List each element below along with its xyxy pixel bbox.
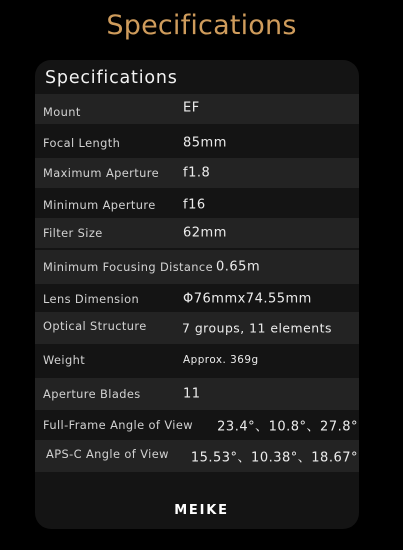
spec-value: Φ76mmx74.55mm bbox=[183, 291, 312, 307]
spec-row-optical-structure bbox=[35, 312, 359, 344]
spec-value: EF bbox=[183, 100, 200, 116]
spec-row-filter-size bbox=[35, 218, 359, 248]
spec-value: 11 bbox=[183, 386, 201, 402]
spec-value: f1.8 bbox=[183, 165, 211, 181]
spec-value: f16 bbox=[183, 197, 206, 213]
spec-label: Full-Frame Angle of View bbox=[43, 418, 193, 432]
spec-row-mount bbox=[35, 94, 359, 124]
spec-row-lens-dimension bbox=[35, 284, 359, 314]
spec-label: Aperture Blades bbox=[43, 387, 141, 401]
spec-label: APS-C Angle of View bbox=[46, 447, 169, 461]
spec-label: Filter Size bbox=[43, 226, 103, 240]
meike-logo: MEIKE bbox=[174, 503, 229, 518]
spec-value: 85mm bbox=[183, 135, 227, 151]
spec-row-weight bbox=[35, 346, 359, 374]
spec-value: Approx. 369g bbox=[183, 354, 259, 366]
spec-label: Lens Dimension bbox=[43, 292, 140, 306]
spec-value: 23.4°、10.8°、27.8° bbox=[217, 419, 358, 435]
spec-value: 62mm bbox=[183, 225, 227, 241]
spec-row-aps-c-angle-of-view bbox=[35, 440, 359, 472]
spec-label: Minimum Focusing Distance bbox=[43, 260, 213, 274]
spec-row-full-frame-angle-of-view bbox=[35, 410, 359, 440]
spec-label: Mount bbox=[43, 105, 81, 119]
spec-row-aperture-blades bbox=[35, 378, 359, 410]
spec-label: Focal Length bbox=[43, 136, 121, 150]
spec-row-focal-length bbox=[35, 128, 359, 158]
spec-value: 0.65m bbox=[216, 259, 261, 275]
spec-label: Optical Structure bbox=[43, 319, 147, 333]
spec-value: 15.53°、10.38°、18.67° bbox=[190, 450, 358, 466]
spec-row-maximum-aperture bbox=[35, 158, 359, 188]
card-title: Specifications bbox=[45, 68, 178, 88]
spec-value: 7 groups, 11 elements bbox=[182, 320, 332, 336]
spec-label: Weight bbox=[43, 353, 86, 367]
spec-label: Minimum Aperture bbox=[43, 198, 156, 212]
spec-row-minimum-focusing-distance bbox=[35, 250, 359, 284]
spec-row-minimum-aperture bbox=[35, 190, 359, 220]
page-title: Specifications bbox=[106, 10, 297, 41]
spec-label: Maximum Aperture bbox=[43, 166, 159, 180]
